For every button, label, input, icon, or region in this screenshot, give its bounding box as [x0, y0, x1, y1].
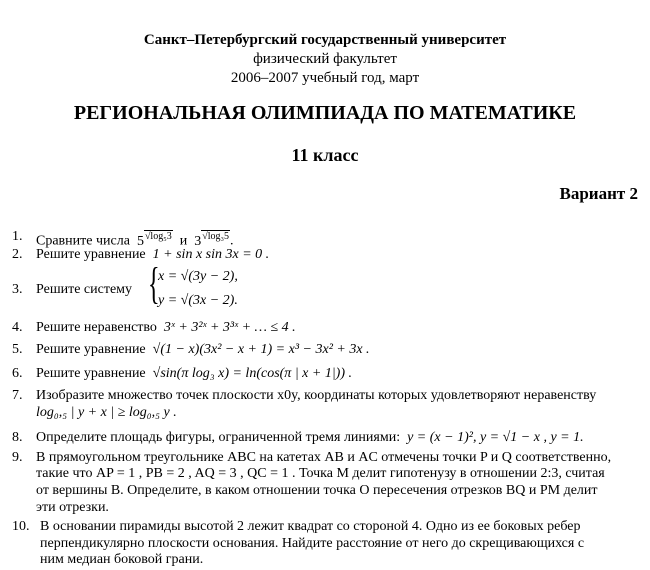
problem-text: Решите уравнение 1 + sin x sin 3x = 0 . — [36, 247, 270, 262]
academic-year: 2006–2007 учебный год, март — [230, 70, 420, 86]
problem-text-line-1: В прямоугольном треугольнике ABC на катетах AB и AC отмечены точки P и Q соответственно, — [36, 450, 612, 465]
math-expression: √sin(π log₃ x) = ln(cos(π | x + 1|)) . — [152, 366, 353, 381]
problem-text: Решите неравенство 3ˣ + 3²ˣ + 3³ˣ + … ≤ 4 . — [36, 320, 296, 335]
problem-number: 10. — [12, 519, 30, 534]
grade-label: 11 класс — [291, 145, 359, 165]
problem-number: 9. — [12, 450, 23, 465]
problem-text: Решите уравнение √sin(π log₃ x) = ln(cos(π | x + 1|)) . — [36, 366, 353, 381]
problem-text-line-2: перпендикулярно плоскости основания. Найдите расстояние от него до скрещивающихся с — [40, 536, 585, 551]
problem-text-line-3: от вершины B. Определите, в каком отношении точка O пересечения отрезков BQ и PM делит — [36, 483, 598, 498]
olympiad-title: РЕГИОНАЛЬНАЯ ОЛИМПИАДА ПО МАТЕМАТИКЕ — [73, 102, 577, 124]
problem-text-line-1: В основании пирамиды высотой 2 лежит квадрат со стороной 4. Одно из ее боковых ребер — [40, 519, 581, 534]
university-name: Санкт–Петербургский государственный университет — [143, 32, 507, 48]
problem-number: 4. — [12, 320, 23, 335]
problem-text-line-2: такие что AP = 1 , PB = 2 , AQ = 3 , QC = 1 . Точка M делит гипотенузу в отношении 2:3, считая — [36, 466, 605, 481]
math-expression: y = (x − 1)², y = √1 − x , y = 1. — [407, 430, 584, 445]
problem-number: 7. — [12, 388, 23, 403]
problem-number: 5. — [12, 342, 23, 357]
math-expression: 3ˣ + 3²ˣ + 3³ˣ + … ≤ 4 . — [163, 320, 296, 335]
math-expression: 1 + sin x sin 3x = 0 . — [152, 247, 270, 262]
problem-text-line-4: эти отрезки. — [36, 500, 109, 515]
problem-number: 8. — [12, 430, 23, 445]
problem-text: Решите уравнение √(1 − x)(3x² − x + 1) = x³ − 3x² + 3x . — [36, 342, 370, 357]
math-expression: √(1 − x)(3x² − x + 1) = x³ − 3x² + 3x . — [152, 342, 370, 357]
problem-number: 6. — [12, 366, 23, 381]
problem-number: 3. — [12, 282, 23, 297]
faculty-name: физический факультет — [253, 51, 397, 67]
problem-text-line-1: Изобразите множество точек плоскости x0y, координаты которых удовлетворяют неравенству — [36, 388, 597, 403]
math-expression: log₀,₅ | y + x | ≥ log₀,₅ y . — [36, 405, 177, 420]
system-brace: { — [148, 259, 160, 308]
variant-label: Вариант 2 — [559, 184, 638, 203]
system-equation-1: x = √(3y − 2), — [158, 269, 238, 284]
problem-text: Определите площадь фигуры, ограниченной тремя линиями: y = (x − 1)², y = √1 − x , y = 1. — [36, 430, 584, 445]
problem-text: Сравните числа $5^{√log_53}$ и $3^{√log_35}$. — [36, 231, 234, 249]
problem-text-line-3: ним медиан боковой грани. — [40, 552, 204, 567]
system-equation-2: y = √(3x − 2). — [158, 293, 238, 308]
problem-number: 2. — [12, 247, 23, 262]
math-expression: $5^{√log_53}$ — [136, 231, 172, 249]
math-expression: $3^{√log_35}$ — [194, 231, 229, 249]
problem-text: Решите систему — [36, 282, 133, 297]
problem-number: 1. — [12, 229, 23, 244]
